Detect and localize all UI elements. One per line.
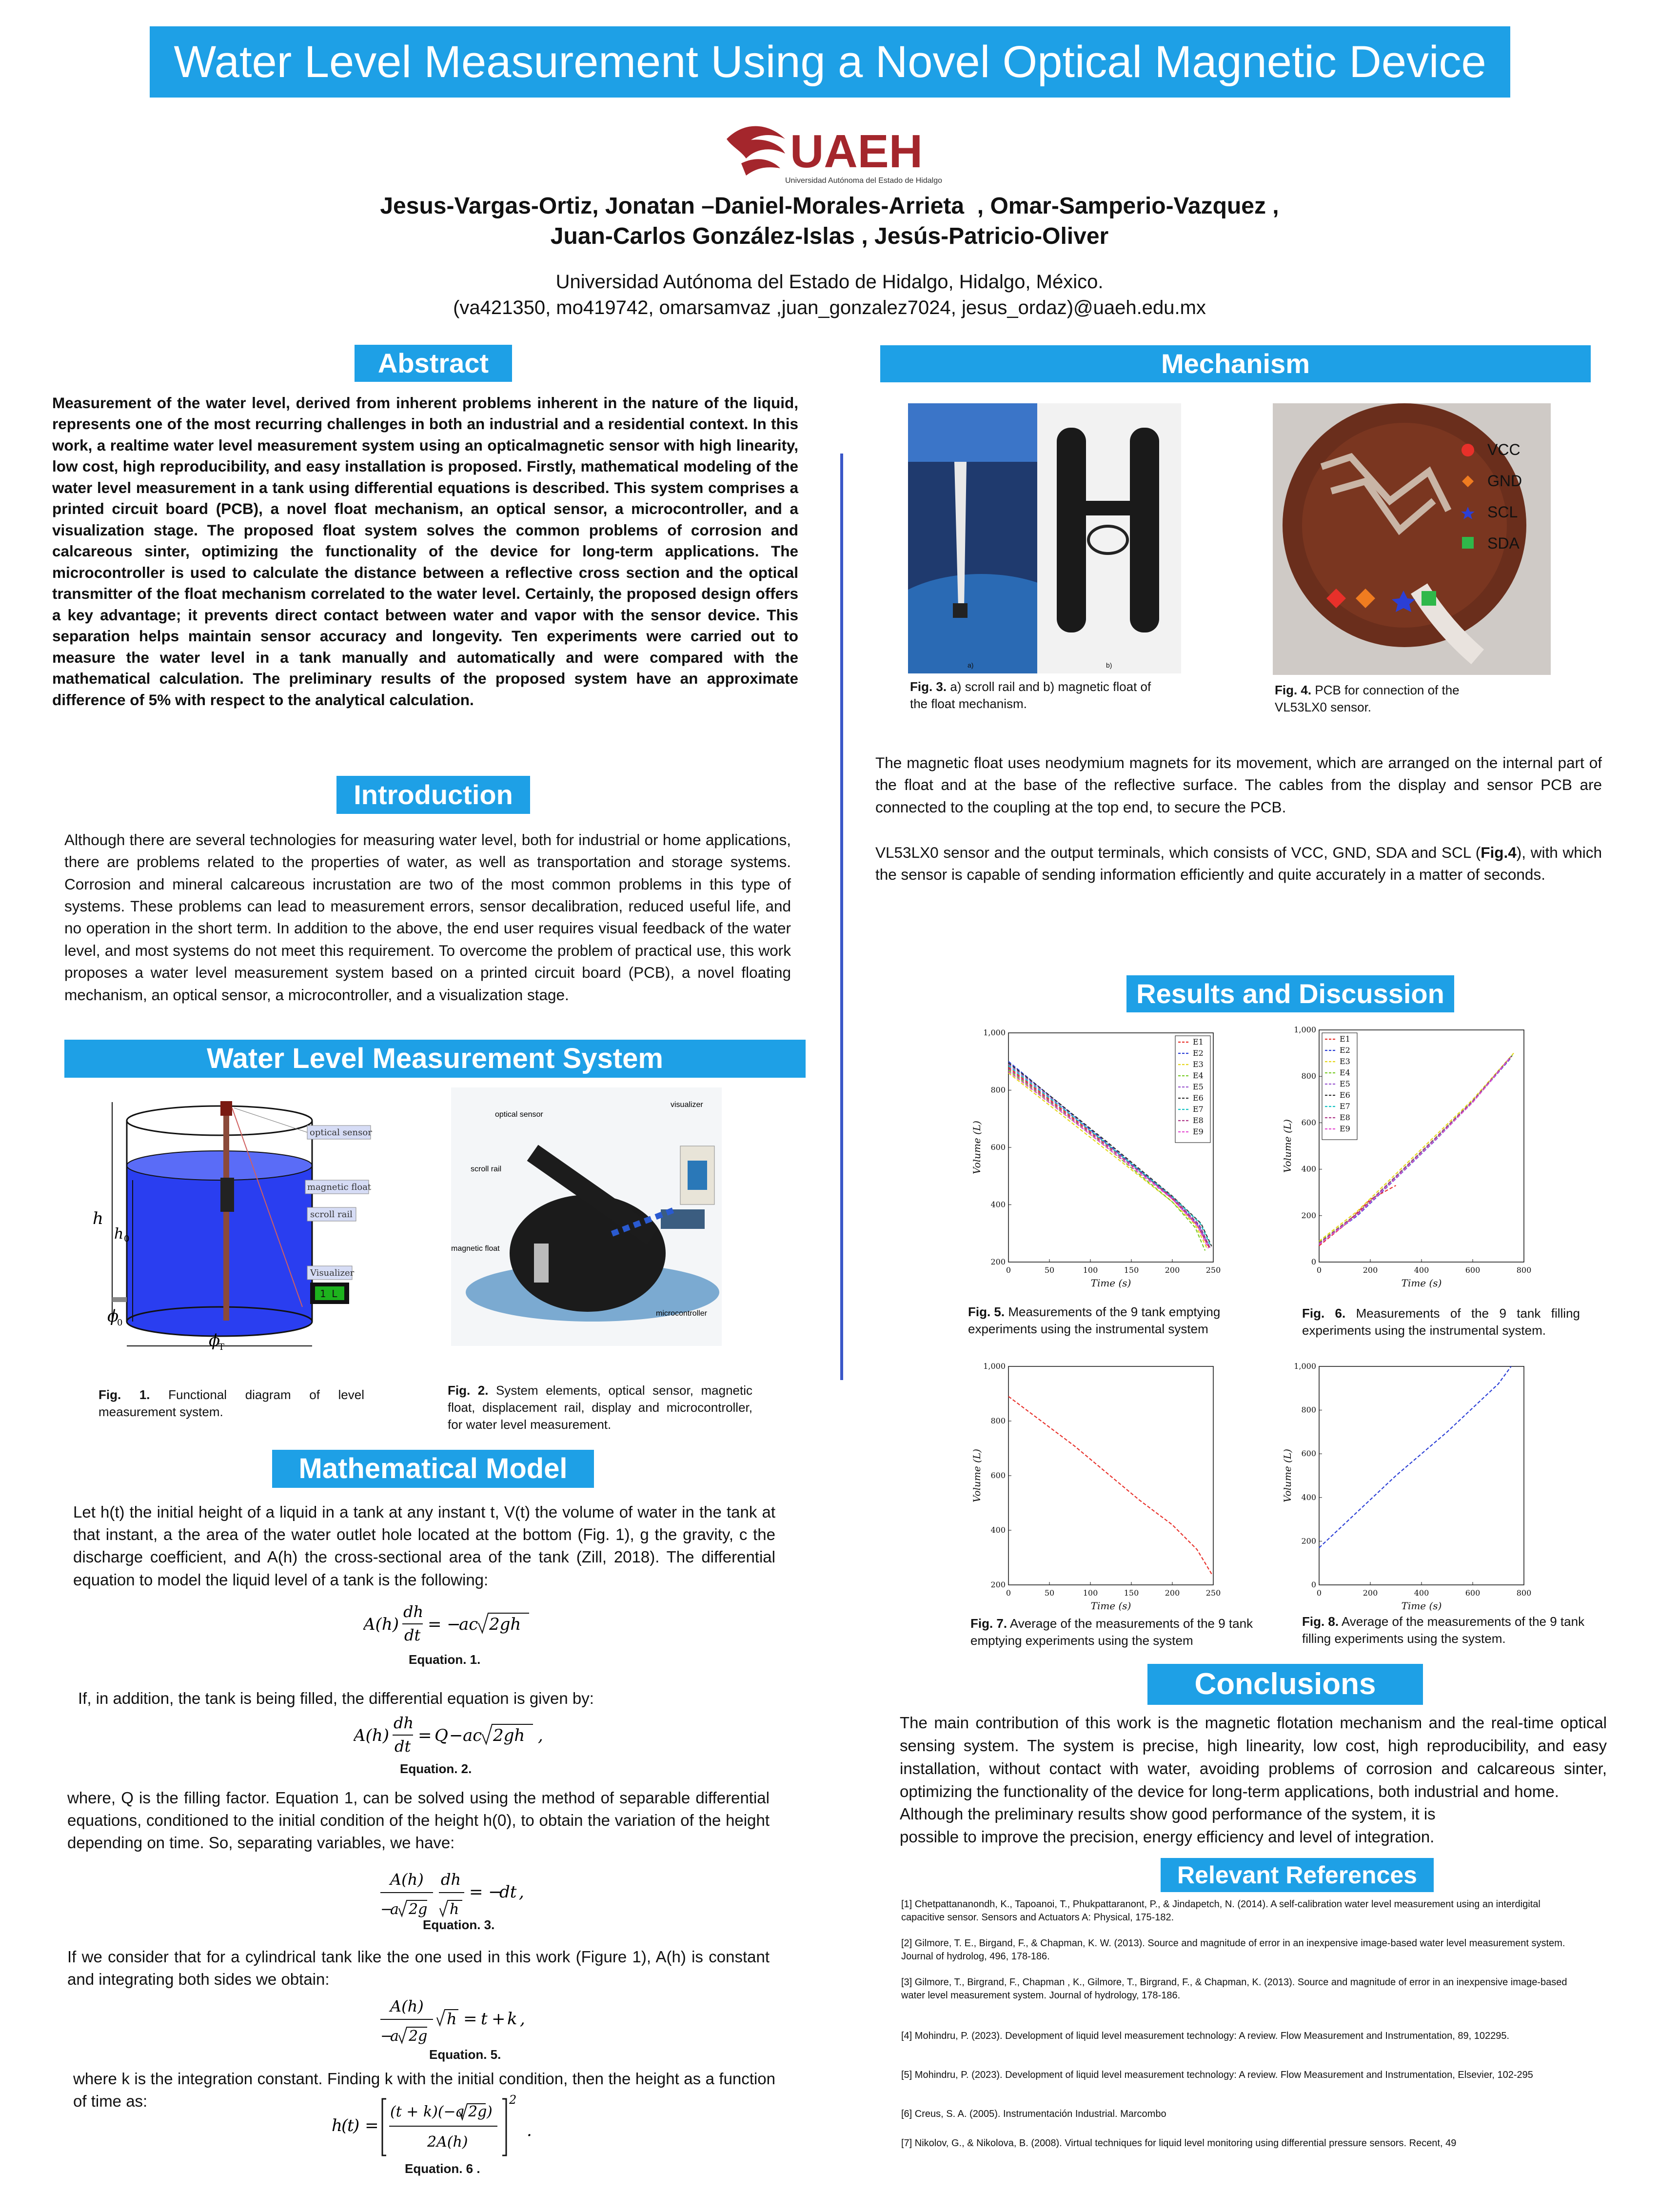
svg-text:Q: Q (434, 1726, 448, 1745)
reference-item: [5] Mohindru, P. (2023). Development of liquid level measurement technology: A review. Flow Measurement and Instrumentation, Elsevier, 102-295 (901, 2070, 1533, 2080)
y-tick-label: 600 (1301, 1118, 1316, 1127)
x-tick-label: 50 (1044, 1265, 1055, 1275)
fig2-optical-label: optical sensor (495, 1110, 543, 1119)
svg-text:ac: ac (459, 1615, 478, 1634)
svg-text:(: ( (341, 2116, 348, 2135)
svg-text:2A(h): 2A(h) (427, 2133, 468, 2151)
svg-text:dt: dt (404, 1626, 421, 1644)
eq3-label: Equation. 3. (423, 1917, 495, 1932)
svg-text:h: h (332, 2116, 342, 2135)
y-tick-label: 200 (1301, 1536, 1316, 1546)
y-tick-label: 200 (990, 1580, 1006, 1589)
svg-text:,: , (519, 1882, 524, 1902)
fig4-photo (1273, 403, 1551, 675)
reference-item: [4] Mohindru, P. (2023). Development of liquid level measurement technology: A review. Flow Measurement and Instrumentation, 89, 102295. (901, 2031, 1510, 2041)
fig7-caption: Fig. 7. Average of the measurements of the 9 tank emptying experiments using the system (970, 1616, 1253, 1648)
svg-text:2g: 2g (409, 1901, 428, 1918)
math-p2: If, in addition, the tank is being filled, the differential equation is given by: (78, 1689, 594, 1707)
svg-text:2g: 2g (468, 2103, 487, 2120)
y-tick-label: 600 (990, 1471, 1006, 1480)
fig8-chart (1280, 1361, 1553, 1634)
svg-text:) =: ) = (353, 2116, 379, 2135)
introduction-text: Although there are several technologies for measuring water level, both for industrial or home applications, there are problems related to the properties of water, as well as transportation and storage systems. Corrosion and mineral calcareous incrustation are two of the most common problems in this type of systems. These problems can lead to measurement errors, sensor decalibration, reduced useful life, and no operation in the short term. In addition to the above, the end user requires visual feedback of the water level, and most systems do not meet this requirement. To overcome the problem of practical use, this work proposes a water level measurement system based on a printed circuit board (PCB), a novel floating mechanism, an optical sensor, a microcontroller, and a visualization stage. (64, 831, 791, 1004)
y-tick-label: 600 (990, 1143, 1006, 1152)
x-tick-label: 250 (1205, 1588, 1221, 1598)
y-tick-label: 600 (1301, 1449, 1316, 1459)
fig6-chart (1280, 1020, 1553, 1298)
x-tick-label: 600 (1465, 1588, 1481, 1598)
y-tick-label: 0 (1311, 1257, 1316, 1266)
svg-text:dh: dh (441, 1870, 461, 1889)
legend-entry: E5 (1340, 1079, 1350, 1088)
reference-item: [1] Chetpattananondh, K., Tapoanoi, T., Phukpattaranont, P., & Jindapetch, N. (2014). A self-calibration water level measurement using an interdigital capacitive sensor. Sensors and Actuators A: Physical, 175-182. (901, 1899, 1540, 1923)
fig1-phiT-sub: T (218, 1342, 225, 1352)
eq1 (363, 1600, 539, 1659)
fig1-h0: h (114, 1225, 124, 1243)
svg-text:A(h): A(h) (390, 1870, 424, 1889)
y-tick-label: 800 (1301, 1405, 1316, 1415)
column-divider (840, 454, 843, 1380)
fig3-photo (908, 403, 1181, 673)
fig3-label-b: b) (1106, 661, 1112, 669)
uaeh-logo (712, 110, 946, 188)
legend-entry: E2 (1193, 1048, 1204, 1058)
legend-entry: E5 (1193, 1082, 1204, 1091)
svg-text:= −: = − (469, 1882, 502, 1902)
eq2 (354, 1712, 558, 1767)
logo-wordmark: UAEH (790, 125, 923, 178)
fig6-caption: Fig. 6. Measurements of the 9 tank filling experiments using the instrumental system. (1302, 1306, 1580, 1338)
reference-item: [6] Creus, S. A. (2005). Instrumentación Industrial. Marcombo (901, 2109, 1166, 2119)
fig4-caption: Fig. 4. PCB for connection of the VL53LX0 sensor. (1275, 683, 1460, 715)
logo-subtitle: Universidad Autónoma del Estado de Hidalgo (785, 177, 942, 185)
legend-entry: E3 (1340, 1057, 1350, 1066)
fig5-chart (969, 1023, 1233, 1301)
svg-text:A(h): A(h) (390, 1997, 424, 2015)
series-line-avg (1319, 1366, 1511, 1548)
x-tick-label: 150 (1124, 1588, 1139, 1598)
x-tick-label: 0 (1006, 1588, 1011, 1598)
x-axis-label: Time (s) (1090, 1277, 1131, 1289)
fig4-legend-vcc: VCC (1487, 441, 1521, 458)
legend-entry: E1 (1193, 1037, 1204, 1047)
y-tick-label: 200 (1301, 1210, 1316, 1220)
fig1-h: h (93, 1209, 103, 1228)
x-tick-label: 200 (1363, 1588, 1378, 1598)
math-p4: If we consider that for a cylindrical tank like the one used in this work (Figure 1), A(h) is constant and integrating both sides we obtain: (67, 1948, 770, 1989)
abstract-text: Measurement of the water level, derived from inherent problems inherent in the nature of the liquid, represents one of the most recurring challenges in both an industrial and a residential context. In this work, a realtime water level measurement system using an opticalmagnetic sensor with high linearity, low cost, high reproducibility, and easy installation is proposed. Firstly, mathematical modeling of the water level measurement in a tank using differential equations is described. This system comprises a printed circuit board (PCB), a novel float mechanism, an optical sensor, a microcontroller, and a visualization stage. The proposed float system solves the common problems of corrosion and calcareous sinter, optimizing the functionality of the device for long-term applications. The microcontroller is used to calculate the distance between a reflective cross section and the optical transmitter of the float mechanism correlated to the water level. Certainly, the proposed design offers a key advantage; it prevents direct contact between water and vapor with the sensor device. This separation helps maintain sensor accuracy and longevity. Ten experiments were carried out to measure the water level in a tank manually and automatically and were compared with the mathematical calculation. The preliminary results of the proposed system have an approximate difference of 5% with respect to the analytical calculation. (52, 394, 798, 709)
legend-entry: E6 (1340, 1090, 1350, 1100)
y-tick-label: 800 (1301, 1071, 1316, 1081)
svg-text:h: h (450, 1901, 459, 1918)
svg-text:−: − (380, 2028, 393, 2045)
legend-entry: E8 (1340, 1113, 1350, 1122)
results-heading: Results and Discussion (1126, 975, 1454, 1012)
fig4-legend-sda: SDA (1487, 534, 1520, 552)
svg-text:dh: dh (403, 1602, 424, 1621)
x-tick-label: 0 (1006, 1265, 1011, 1275)
y-tick-label: 1,000 (983, 1362, 1006, 1371)
svg-text:2: 2 (509, 2093, 517, 2107)
svg-text:= −: = − (428, 1615, 461, 1634)
y-tick-label: 400 (990, 1525, 1006, 1535)
conclusions-text: The main contribution of this work is the magnetic flotation mechanism and the real-time optical sensing system. The system is precise, high linearity, low cost, high reproducibility, and easy installation, without contact with water, avoiding problems of corrosion and calcareous sinter, optimizing the functionality of the device for long-term applications, both industrial and home. Although the preliminary results show good performance of the system, it is possible to improve the precision, energy efficiency and level of integration. (900, 1714, 1607, 1846)
svg-text:h: h (447, 2010, 457, 2028)
legend-entry: E1 (1340, 1034, 1350, 1044)
x-axis-label: Time (s) (1090, 1600, 1131, 1612)
svg-text:dt: dt (499, 1882, 517, 1902)
svg-text:ac: ac (463, 1726, 482, 1745)
svg-text:=: = (463, 2009, 477, 2029)
poster-title: Water Level Measurement Using a Novel Optical Magnetic Device (150, 26, 1510, 98)
y-tick-label: 400 (1301, 1164, 1316, 1174)
fig3-label-a: a) (968, 661, 974, 669)
series-line-avg (1008, 1397, 1212, 1574)
y-axis-label: Volume (L) (971, 1449, 983, 1502)
emails: (va421350, mo419742, omarsamvaz ,juan_gonzalez7024, jesus_ordaz)@uaeh.edu.mx (453, 297, 1206, 318)
mechanism-p1: The magnetic float uses neodymium magnets for its movement, which are arranged on the internal part of the float and at the base of the reflective surface. The cables from the display and sensor PCB are connected to the coupling at the top end, to secure the PCB. (875, 754, 1602, 816)
eq5-label: Equation. 5. (429, 2047, 501, 2062)
reference-item: [2] Gilmore, T. E., Birgand, F., & Chapman, K. W. (2013). Source and magnitude of error in an inexpensive image-based water level measurement system. Journal of hydrolog, 496, 178-186. (901, 1938, 1565, 1962)
svg-text:A(h): A(h) (354, 1726, 389, 1745)
fig1-phiT: ϕ (209, 1331, 220, 1350)
math-p3: where, Q is the filling factor. Equation 1, can be solved using the method of separable differential equations, conditioned to the initial condition of the height h(0), to obtain the variation of the height depending on time. So, separating variables, we have: (67, 1789, 770, 1852)
fig1-diagram (93, 1092, 424, 1356)
introduction-heading: Introduction (336, 776, 530, 814)
svg-text:.: . (527, 2121, 532, 2140)
x-tick-label: 0 (1316, 1588, 1322, 1598)
svg-text:k: k (507, 2009, 517, 2029)
mechanism-p2: VL53LX0 sensor and the output terminals, which consists of VCC, GND, SDA and SCL (Fig.4), with which the sensor is capable of sending information efficiently and quite accurately in a matter of seconds. (875, 844, 1602, 884)
x-axis-label: Time (s) (1401, 1600, 1442, 1612)
fig2-caption: Fig. 2. System elements, optical sensor, magnetic float, displacement rail, display and microcontroller, for water level measurement. (448, 1383, 752, 1432)
series-line-E1 (1319, 1185, 1396, 1246)
legend-entry: E7 (1193, 1105, 1204, 1114)
fig1-phi0: ϕ (107, 1306, 119, 1326)
eq6 (332, 2092, 561, 2162)
references-heading: Relevant References (1161, 1858, 1434, 1892)
x-tick-label: 400 (1414, 1588, 1429, 1598)
fig1-phi0-sub: 0 (117, 1318, 123, 1328)
y-tick-label: 400 (990, 1200, 1006, 1209)
svg-text:dh: dh (394, 1714, 414, 1732)
fig2-float-label: magnetic float (451, 1244, 500, 1253)
fig3-caption: Fig. 3. a) scroll rail and b) magnetic float of the float mechanism. (910, 679, 1151, 711)
x-tick-label: 100 (1083, 1588, 1098, 1598)
x-tick-label: 150 (1124, 1265, 1139, 1275)
fig4-legend-gnd: GND (1487, 472, 1522, 490)
svg-text:t: t (347, 2116, 354, 2135)
svg-text:−: − (380, 1901, 393, 1918)
x-axis-label: Time (s) (1401, 1277, 1442, 1289)
svg-text:a: a (390, 1901, 399, 1918)
svg-text:=: = (418, 1726, 432, 1745)
x-tick-label: 50 (1044, 1588, 1055, 1598)
legend-entry: E4 (1340, 1068, 1350, 1077)
fig2-diagram (451, 1087, 722, 1346)
svg-text:,: , (520, 2009, 525, 2029)
fig5-caption: Fig. 5. Measurements of the 9 tank emptying experiments using the instrumental system (968, 1304, 1221, 1337)
svg-text:dt: dt (395, 1737, 411, 1756)
y-tick-label: 1,000 (983, 1028, 1006, 1037)
x-tick-label: 200 (1165, 1588, 1180, 1598)
x-tick-label: 200 (1165, 1265, 1180, 1275)
svg-text:+: + (492, 2009, 506, 2029)
authors-line-2: Juan-Carlos González-Islas , Jesús-Patricio-Oliver (550, 223, 1109, 249)
fig8-caption: Fig. 8. Average of the measurements of the 9 tank filling experiments using the system. (1302, 1614, 1585, 1646)
y-tick-label: 1,000 (1294, 1025, 1316, 1034)
svg-text:2gh: 2gh (493, 1726, 525, 1745)
x-tick-label: 200 (1363, 1265, 1378, 1275)
x-tick-label: 100 (1083, 1265, 1098, 1275)
authors-line-1: Jesus-Vargas-Ortiz, Jonatan –Daniel-Morales-Arrieta , Omar-Samperio-Vazquez , (380, 193, 1279, 219)
legend-entry: E9 (1340, 1124, 1350, 1133)
y-tick-label: 800 (990, 1416, 1006, 1425)
y-axis-label: Volume (L) (971, 1121, 983, 1174)
x-tick-label: 800 (1516, 1265, 1532, 1275)
fig1-caption: Fig. 1. Functional diagram of level measurement system. (99, 1387, 364, 1420)
math-p5: where k is the integration constant. Finding k with the initial condition, then the height as a function of time as: (73, 2070, 775, 2111)
svg-text:a: a (390, 2028, 399, 2045)
fig1-rail-label: scroll rail (310, 1209, 353, 1220)
legend-entry: E4 (1193, 1071, 1204, 1080)
legend-entry: E6 (1193, 1093, 1204, 1103)
eq6-label: Equation. 6 . (405, 2161, 480, 2176)
svg-text:−: − (449, 1726, 463, 1745)
svg-text:t: t (481, 2009, 488, 2029)
y-axis-label: Volume (L) (1282, 1119, 1293, 1173)
reference-item: [7] Nikolov, G., & Nikolova, B. (2008). Virtual techniques for liquid level monitoring using differential pressure sensors. Recent, 49 (901, 2138, 1457, 2149)
fig2-rail-label: scroll rail (471, 1165, 502, 1173)
y-tick-label: 1,000 (1294, 1362, 1316, 1371)
legend-entry: E2 (1340, 1046, 1350, 1055)
svg-text:(t + k)(−a: (t + k)(−a (390, 2103, 465, 2120)
legend-entry: E8 (1193, 1116, 1204, 1125)
legend-entry: E9 (1193, 1127, 1204, 1136)
svg-text:A(h): A(h) (363, 1615, 399, 1634)
x-tick-label: 250 (1205, 1265, 1221, 1275)
x-tick-label: 0 (1316, 1265, 1322, 1275)
fig1-float-label: magnetic float (307, 1182, 372, 1192)
fig1-display-value: 1 L (320, 1288, 338, 1300)
svg-text:,: , (538, 1726, 543, 1745)
eq1-label: Equation. 1. (409, 1652, 481, 1667)
x-tick-label: 400 (1414, 1265, 1429, 1275)
svg-text:): ) (487, 2103, 493, 2120)
mechanism-heading: Mechanism (880, 345, 1591, 382)
y-tick-label: 200 (990, 1257, 1006, 1266)
fig2-mcu-label: microcontroller (656, 1309, 707, 1318)
x-tick-label: 800 (1516, 1588, 1532, 1598)
fig1-optical-label: optical sensor (310, 1127, 372, 1138)
x-tick-label: 600 (1465, 1265, 1481, 1275)
fig4-legend-scl: SCL (1487, 503, 1518, 521)
fig7-chart (969, 1361, 1233, 1634)
chart-frame (1319, 1366, 1524, 1585)
svg-text:2gh: 2gh (489, 1615, 521, 1634)
affiliation: Universidad Autónoma del Estado de Hidalgo, Hidalgo, México. (555, 271, 1104, 293)
fig1-h0-sub: 0 (124, 1234, 130, 1244)
y-tick-label: 800 (990, 1085, 1006, 1095)
legend-entry: E7 (1340, 1102, 1350, 1111)
math-p1: Let h(t) the initial height of a liquid in a tank at any instant t, V(t) the volume of water in the tank at that instant, a the area of the water outlet hole located at the bottom (Fig. 1), g the gravity, c the discharge coefficient, and A(h) the cross-sectional area of the tank (Zill, 2018). The differential equation to model the liquid level of a tank is the following: (73, 1503, 775, 1589)
legend-entry: E3 (1193, 1060, 1204, 1069)
svg-text:2g: 2g (409, 2028, 428, 2045)
y-tick-label: 0 (1311, 1580, 1316, 1589)
fig1-vis-label: Visualizer (310, 1268, 355, 1278)
y-tick-label: 400 (1301, 1492, 1316, 1502)
conclusions-heading: Conclusions (1147, 1664, 1423, 1705)
wlms-heading: Water Level Measurement System (64, 1040, 806, 1078)
reference-item: [3] Gilmore, T., Birgrand, F., Chapman , K., Gilmore, T., Birgrand, F., & Chapman, K. (2013). Source and magnitude of error in an inexpensive image-based water level measurement system. Journal of hydrology, 178-186. (901, 1977, 1567, 2001)
abstract-heading: Abstract (355, 345, 512, 382)
fig2-vis-label: visualizer (671, 1101, 703, 1109)
eq2-label: Equation. 2. (400, 1761, 472, 1776)
y-axis-label: Volume (L) (1282, 1449, 1293, 1502)
math-heading: Mathematical Model (272, 1450, 594, 1488)
